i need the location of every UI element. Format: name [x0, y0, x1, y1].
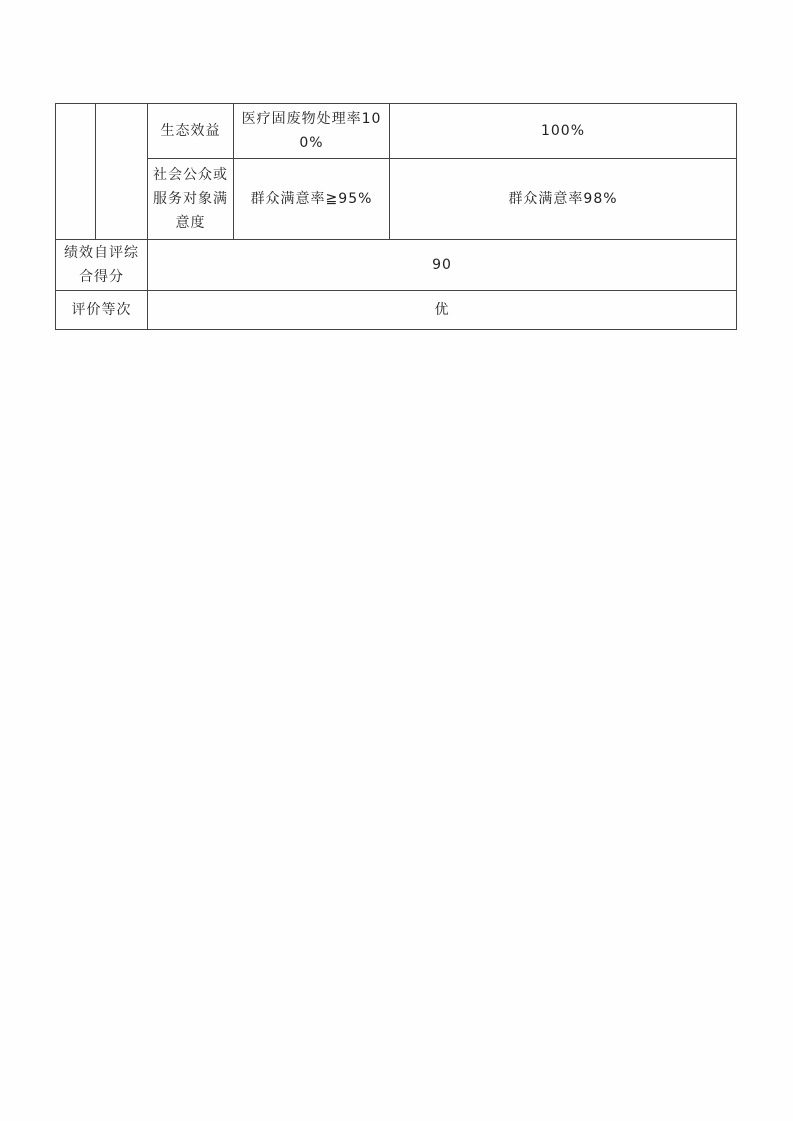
- blank-cell-level2: [96, 104, 148, 240]
- indicator-cell: 社会公众或服务对象满意度: [148, 159, 234, 240]
- actual-value-cell: 群众满意率98%: [390, 159, 737, 240]
- target-value-cell: 群众满意率≧95%: [234, 159, 390, 240]
- grade-label: 评价等次: [56, 291, 148, 330]
- blank-cell-level1: [56, 104, 96, 240]
- table-row: [56, 104, 737, 159]
- table-row: [56, 159, 737, 240]
- self-score-value: 90: [148, 240, 737, 291]
- target-value-cell: 医疗固废物处理率100%: [234, 104, 390, 159]
- performance-table: [55, 103, 737, 330]
- actual-value-cell: 100%: [390, 104, 737, 159]
- grade-value: 优: [148, 291, 737, 330]
- table-row: [56, 240, 737, 291]
- self-score-label: 绩效自评综合得分: [56, 240, 148, 291]
- indicator-cell: 生态效益: [148, 104, 234, 159]
- table-row: [56, 291, 737, 330]
